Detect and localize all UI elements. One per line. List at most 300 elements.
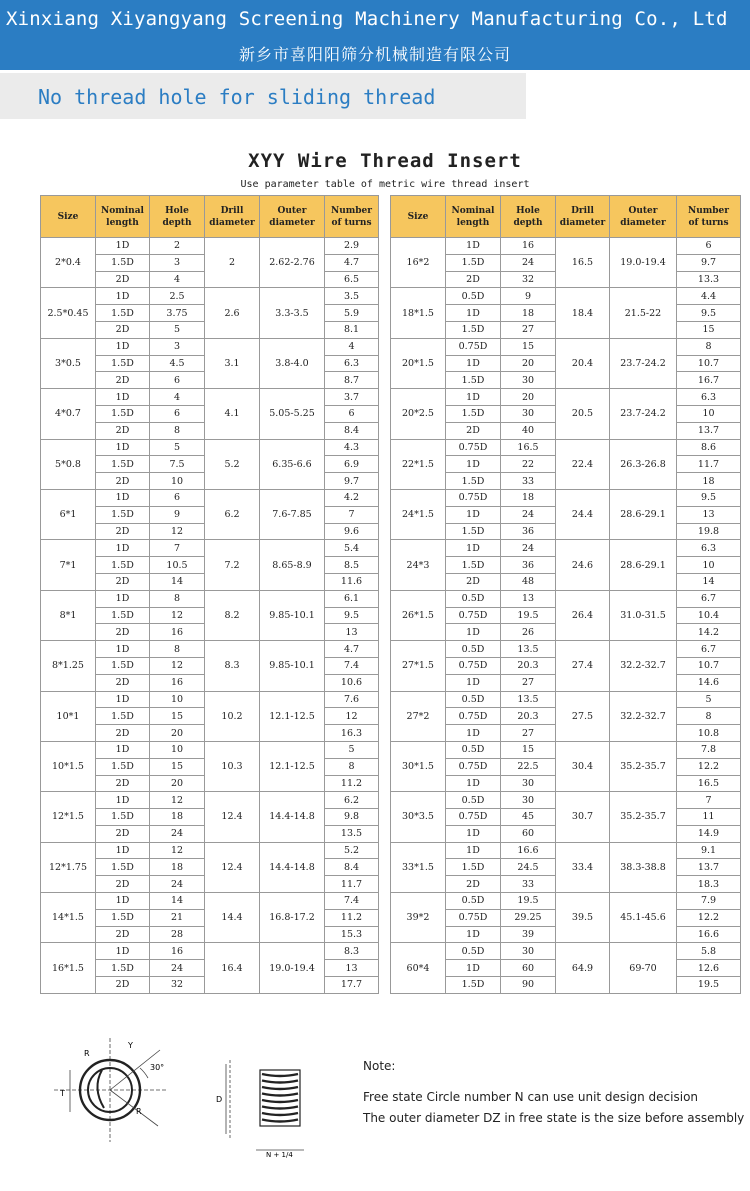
coil-turn (262, 1087, 298, 1089)
hole-depth-cell: 2 (150, 238, 205, 255)
nominal-length-cell: 0.75D (446, 909, 501, 926)
nominal-length-cell: 1D (446, 238, 501, 255)
table-row (41, 238, 379, 255)
outer-diameter-cell: 7.6-7.85 (260, 489, 325, 539)
hole-depth-cell: 30 (501, 943, 556, 960)
number-of-turns-cell: 6.7 (677, 641, 741, 658)
outer-diameter-cell: 3.3-3.5 (260, 288, 325, 338)
drill-diameter-cell: 8.2 (205, 590, 260, 640)
hole-depth-cell: 15 (501, 741, 556, 758)
number-of-turns-cell: 3.7 (325, 389, 379, 406)
coil-turn (262, 1100, 298, 1102)
outer-diameter-cell: 21.5-22 (610, 288, 677, 338)
drill-diameter-cell: 8.3 (205, 641, 260, 691)
number-of-turns-cell: 14.6 (677, 674, 741, 691)
number-of-turns-cell: 9.5 (325, 607, 379, 624)
number-of-turns-cell: 9.8 (325, 809, 379, 826)
number-of-turns-cell: 4.4 (677, 288, 741, 305)
nominal-length-cell: 1D (96, 439, 150, 456)
number-of-turns-cell: 2.9 (325, 238, 379, 255)
nominal-length-cell: 0.75D (446, 758, 501, 775)
number-of-turns-cell: 13 (677, 506, 741, 523)
hole-depth-cell: 12 (150, 792, 205, 809)
nominal-length-cell: 0.5D (446, 943, 501, 960)
nominal-length-cell: 2D (96, 977, 150, 994)
nominal-length-cell: 1D (96, 489, 150, 506)
size-cell: 3*0.5 (41, 338, 96, 388)
number-of-turns-cell: 14.9 (677, 825, 741, 842)
hole-depth-cell: 16 (501, 238, 556, 255)
hole-depth-cell: 8 (150, 641, 205, 658)
nominal-length-cell: 1.5D (96, 758, 150, 775)
table-subtitle: Use parameter table of metric wire thread insert (240, 179, 530, 190)
table-row (391, 540, 741, 557)
number-of-turns-cell: 11.6 (325, 573, 379, 590)
number-of-turns-cell: 8.7 (325, 372, 379, 389)
header-drill-diameter: Drill diameter (556, 196, 610, 238)
size-cell: 12*1.5 (41, 792, 96, 842)
size-cell: 24*1.5 (391, 489, 446, 539)
size-cell: 2*0.4 (41, 238, 96, 288)
size-cell: 60*4 (391, 943, 446, 993)
nominal-length-cell: 0.75D (446, 809, 501, 826)
hole-depth-cell: 36 (501, 557, 556, 574)
outer-diameter-cell: 8.65-8.9 (260, 540, 325, 590)
hole-depth-cell: 48 (501, 573, 556, 590)
drill-diameter-cell: 24.4 (556, 489, 610, 539)
table-row (41, 741, 379, 758)
nominal-length-cell: 1D (446, 305, 501, 322)
nominal-length-cell: 0.75D (446, 708, 501, 725)
table-row (41, 641, 379, 658)
drill-diameter-cell: 64.9 (556, 943, 610, 993)
table-row (41, 338, 379, 355)
hole-depth-cell: 33 (501, 876, 556, 893)
number-of-turns-cell: 16.7 (677, 372, 741, 389)
table-row (391, 691, 741, 708)
hole-depth-cell: 45 (501, 809, 556, 826)
number-of-turns-cell: 15.3 (325, 926, 379, 943)
hole-depth-cell: 13 (501, 590, 556, 607)
number-of-turns-cell: 8.1 (325, 321, 379, 338)
drill-diameter-cell: 3.1 (205, 338, 260, 388)
drill-diameter-cell: 30.4 (556, 741, 610, 791)
nominal-length-cell: 1D (96, 792, 150, 809)
table-title: XYY Wire Thread Insert (248, 150, 522, 172)
nominal-length-cell: 2D (96, 422, 150, 439)
nominal-length-cell: 1D (446, 506, 501, 523)
number-of-turns-cell: 3.5 (325, 288, 379, 305)
nominal-length-cell: 0.5D (446, 691, 501, 708)
table-row (391, 590, 741, 607)
drill-diameter-cell: 10.3 (205, 741, 260, 791)
nominal-length-cell: 2D (96, 876, 150, 893)
company-name-en: Xinxiang Xiyangyang Screening Machinery Manufacturing Co., Ltd (6, 8, 728, 30)
hole-depth-cell: 16 (150, 674, 205, 691)
nominal-length-cell: 1D (96, 641, 150, 658)
hole-depth-cell: 24 (501, 540, 556, 557)
number-of-turns-cell: 12.6 (677, 960, 741, 977)
nominal-length-cell: 1D (96, 288, 150, 305)
outer-diameter-cell: 19.0-19.4 (610, 238, 677, 288)
number-of-turns-cell: 13.3 (677, 271, 741, 288)
nominal-length-cell: 0.5D (446, 792, 501, 809)
number-of-turns-cell: 4 (325, 338, 379, 355)
nominal-length-cell: 1.5D (446, 254, 501, 271)
hole-depth-cell: 20 (150, 775, 205, 792)
table-row (391, 338, 741, 355)
nominal-length-cell: 1D (446, 960, 501, 977)
hole-depth-cell: 20.3 (501, 657, 556, 674)
hole-depth-cell: 2.5 (150, 288, 205, 305)
number-of-turns-cell: 9.5 (677, 489, 741, 506)
nominal-length-cell: 2D (96, 271, 150, 288)
outer-diameter-cell: 14.4-14.8 (260, 842, 325, 892)
hole-depth-cell: 5 (150, 321, 205, 338)
hole-depth-cell: 20 (150, 725, 205, 742)
number-of-turns-cell: 5.2 (325, 842, 379, 859)
outer-diameter-cell: 32.2-32.7 (610, 641, 677, 691)
nominal-length-cell: 2D (96, 473, 150, 490)
nominal-length-cell: 1D (446, 624, 501, 641)
size-cell: 6*1 (41, 489, 96, 539)
size-cell: 12*1.75 (41, 842, 96, 892)
number-of-turns-cell: 16.3 (325, 725, 379, 742)
nominal-length-cell: 1.5D (446, 557, 501, 574)
nominal-length-cell: 1.5D (446, 321, 501, 338)
table-row (41, 893, 379, 910)
nominal-length-cell: 2D (446, 271, 501, 288)
number-of-turns-cell: 7.6 (325, 691, 379, 708)
number-of-turns-cell: 4.7 (325, 254, 379, 271)
nominal-length-cell: 2D (446, 573, 501, 590)
nominal-length-cell: 0.75D (446, 439, 501, 456)
hole-depth-cell: 15 (501, 338, 556, 355)
number-of-turns-cell: 11.7 (677, 456, 741, 473)
hole-depth-cell: 60 (501, 825, 556, 842)
hole-depth-cell: 27 (501, 725, 556, 742)
hole-depth-cell: 18 (150, 859, 205, 876)
outer-diameter-cell: 16.8-17.2 (260, 893, 325, 943)
drill-diameter-cell: 7.2 (205, 540, 260, 590)
nominal-length-cell: 1D (446, 825, 501, 842)
header-outer-diameter: Outer diameter (610, 196, 677, 238)
outer-diameter-cell: 38.3-38.8 (610, 842, 677, 892)
d-label: D (216, 1095, 223, 1104)
number-of-turns-cell: 10 (677, 405, 741, 422)
hole-depth-cell: 8 (150, 590, 205, 607)
hole-depth-cell: 30 (501, 775, 556, 792)
nominal-length-cell: 0.5D (446, 741, 501, 758)
outer-diameter-cell: 14.4-14.8 (260, 792, 325, 842)
drill-diameter-cell: 4.1 (205, 389, 260, 439)
nominal-length-cell: 0.75D (446, 607, 501, 624)
number-of-turns-cell: 7.4 (325, 657, 379, 674)
header-outer-diameter: Outer diameter (260, 196, 325, 238)
number-of-turns-cell: 5 (677, 691, 741, 708)
outer-diameter-cell: 69-70 (610, 943, 677, 993)
nominal-length-cell: 2D (96, 321, 150, 338)
drill-diameter-cell: 6.2 (205, 489, 260, 539)
hole-depth-cell: 30 (501, 792, 556, 809)
number-of-turns-cell: 14.2 (677, 624, 741, 641)
size-cell: 39*2 (391, 893, 446, 943)
nominal-length-cell: 2D (96, 725, 150, 742)
nominal-length-cell: 1.5D (446, 473, 501, 490)
drill-diameter-cell: 16.4 (205, 943, 260, 993)
hole-depth-cell: 3 (150, 254, 205, 271)
nominal-length-cell: 1D (96, 741, 150, 758)
table-row (41, 439, 379, 456)
number-of-turns-cell: 18.3 (677, 876, 741, 893)
note-line-2: The outer diameter DZ in free state is the size before assembly (363, 1111, 745, 1125)
outer-diameter-cell: 2.62-2.76 (260, 238, 325, 288)
company-header (0, 0, 750, 70)
number-of-turns-cell: 7.9 (677, 893, 741, 910)
header-size: Size (391, 196, 446, 238)
table-row (391, 792, 741, 809)
number-of-turns-cell: 9.1 (677, 842, 741, 859)
nominal-length-cell: 0.5D (446, 288, 501, 305)
size-cell: 10*1.5 (41, 741, 96, 791)
nominal-length-cell: 2D (96, 573, 150, 590)
hole-depth-cell: 9 (150, 506, 205, 523)
hole-depth-cell: 16 (150, 624, 205, 641)
hole-depth-cell: 9 (501, 288, 556, 305)
number-of-turns-cell: 18 (677, 473, 741, 490)
drill-diameter-cell: 27.5 (556, 691, 610, 741)
number-of-turns-cell: 8.4 (325, 422, 379, 439)
outer-diameter-cell: 12.1-12.5 (260, 741, 325, 791)
coil-turn (262, 1120, 298, 1122)
number-of-turns-cell: 6.3 (325, 355, 379, 372)
note-line-1: Free state Circle number N can use unit design decision (363, 1090, 699, 1104)
hole-depth-cell: 40 (501, 422, 556, 439)
number-of-turns-cell: 8 (677, 708, 741, 725)
nominal-length-cell: 1D (446, 456, 501, 473)
hole-depth-cell: 22.5 (501, 758, 556, 775)
nominal-length-cell: 1D (446, 355, 501, 372)
nominal-length-cell: 1D (96, 338, 150, 355)
nominal-length-cell: 2D (96, 523, 150, 540)
number-of-turns-cell: 10.7 (677, 355, 741, 372)
number-of-turns-cell: 8.6 (677, 439, 741, 456)
hole-depth-cell: 7.5 (150, 456, 205, 473)
nominal-length-cell: 2D (96, 624, 150, 641)
hole-depth-cell: 27 (501, 321, 556, 338)
table-row (391, 641, 741, 658)
outer-diameter-cell: 19.0-19.4 (260, 943, 325, 993)
nominal-length-cell: 1D (96, 893, 150, 910)
table-row (391, 288, 741, 305)
number-of-turns-cell: 16.6 (677, 926, 741, 943)
size-cell: 24*3 (391, 540, 446, 590)
number-of-turns-cell: 10.4 (677, 607, 741, 624)
nominal-length-cell: 1.5D (96, 657, 150, 674)
hole-depth-cell: 24 (150, 960, 205, 977)
table-row (41, 842, 379, 859)
hole-depth-cell: 10 (150, 741, 205, 758)
number-of-turns-cell: 6.7 (677, 590, 741, 607)
nominal-length-cell: 1.5D (96, 708, 150, 725)
header-number-of-turns: Number of turns (677, 196, 741, 238)
number-of-turns-cell: 6.5 (325, 271, 379, 288)
nominal-length-cell: 0.75D (446, 489, 501, 506)
size-cell: 7*1 (41, 540, 96, 590)
y-label: Y (128, 1041, 133, 1050)
number-of-turns-cell: 10.6 (325, 674, 379, 691)
size-cell: 2.5*0.45 (41, 288, 96, 338)
hole-depth-cell: 18 (501, 305, 556, 322)
nominal-length-cell: 2D (446, 422, 501, 439)
number-of-turns-cell: 8 (325, 758, 379, 775)
outer-diameter-cell: 32.2-32.7 (610, 691, 677, 741)
drill-diameter-cell: 10.2 (205, 691, 260, 741)
nominal-length-cell: 1.5D (96, 909, 150, 926)
nominal-length-cell: 1D (96, 691, 150, 708)
nominal-length-cell: 1.5D (96, 557, 150, 574)
drill-diameter-cell: 18.4 (556, 288, 610, 338)
hole-depth-cell: 14 (150, 893, 205, 910)
hole-depth-cell: 12 (150, 523, 205, 540)
table-row (391, 741, 741, 758)
hole-depth-cell: 32 (501, 271, 556, 288)
table-row (41, 943, 379, 960)
drill-diameter-cell: 26.4 (556, 590, 610, 640)
size-cell: 26*1.5 (391, 590, 446, 640)
hole-depth-cell: 14 (150, 573, 205, 590)
outer-diameter-cell: 28.6-29.1 (610, 540, 677, 590)
drill-diameter-cell: 39.5 (556, 893, 610, 943)
table-row (41, 590, 379, 607)
size-cell: 18*1.5 (391, 288, 446, 338)
hole-depth-cell: 6 (150, 405, 205, 422)
nominal-length-cell: 2D (96, 775, 150, 792)
table-row (391, 489, 741, 506)
nominal-length-cell: 2D (96, 674, 150, 691)
outer-diameter-cell: 35.2-35.7 (610, 741, 677, 791)
hole-depth-cell: 13.5 (501, 641, 556, 658)
hole-depth-cell: 12 (150, 657, 205, 674)
nominal-length-cell: 1.5D (96, 607, 150, 624)
nominal-length-cell: 1D (446, 842, 501, 859)
number-of-turns-cell: 4.2 (325, 489, 379, 506)
hole-depth-cell: 27 (501, 674, 556, 691)
number-of-turns-cell: 19.5 (677, 977, 741, 994)
cross-section-diagram (54, 1038, 166, 1142)
number-of-turns-cell: 6 (325, 405, 379, 422)
hole-depth-cell: 12 (150, 842, 205, 859)
hole-depth-cell: 13.5 (501, 691, 556, 708)
hole-depth-cell: 15 (150, 758, 205, 775)
nominal-length-cell: 2D (96, 825, 150, 842)
nominal-length-cell: 1D (446, 926, 501, 943)
coil-turn (262, 1107, 298, 1109)
coil-side-diagram (216, 1060, 304, 1159)
number-of-turns-cell: 6.9 (325, 456, 379, 473)
size-cell: 20*2.5 (391, 389, 446, 439)
number-of-turns-cell: 7 (677, 792, 741, 809)
hole-depth-cell: 29.25 (501, 909, 556, 926)
number-of-turns-cell: 7 (325, 506, 379, 523)
outer-diameter-cell: 31.0-31.5 (610, 590, 677, 640)
number-of-turns-cell: 12 (325, 708, 379, 725)
hole-depth-cell: 24 (501, 506, 556, 523)
drill-diameter-cell: 33.4 (556, 842, 610, 892)
hole-depth-cell: 32 (150, 977, 205, 994)
number-of-turns-cell: 6.1 (325, 590, 379, 607)
nominal-length-cell: 1.5D (96, 355, 150, 372)
table-row (391, 943, 741, 960)
hole-depth-cell: 6 (150, 372, 205, 389)
company-name-cn: 新乡市喜阳阳筛分机械制造有限公司 (238, 45, 511, 64)
number-of-turns-cell: 19.8 (677, 523, 741, 540)
nominal-length-cell: 1.5D (96, 305, 150, 322)
outer-diameter-cell: 23.7-24.2 (610, 389, 677, 439)
outer-diameter-cell: 9.85-10.1 (260, 590, 325, 640)
r-label: R (84, 1049, 90, 1058)
number-of-turns-cell: 8 (677, 338, 741, 355)
drill-diameter-cell: 20.4 (556, 338, 610, 388)
number-of-turns-cell: 7.8 (677, 741, 741, 758)
size-cell: 5*0.8 (41, 439, 96, 489)
nominal-length-cell: 1.5D (446, 523, 501, 540)
table-row (41, 691, 379, 708)
note-title: Note: (363, 1059, 396, 1073)
spec-table-left (40, 195, 379, 994)
nominal-length-cell: 0.5D (446, 893, 501, 910)
size-cell: 16*2 (391, 238, 446, 288)
hole-depth-cell: 39 (501, 926, 556, 943)
hole-depth-cell: 20.3 (501, 708, 556, 725)
hole-depth-cell: 21 (150, 909, 205, 926)
number-of-turns-cell: 11.7 (325, 876, 379, 893)
hole-depth-cell: 19.5 (501, 893, 556, 910)
drill-diameter-cell: 20.5 (556, 389, 610, 439)
hole-depth-cell: 33 (501, 473, 556, 490)
coil-turn (262, 1113, 298, 1115)
size-cell: 16*1.5 (41, 943, 96, 993)
nominal-length-cell: 1.5D (96, 506, 150, 523)
header-nominal-length: Nominal length (446, 196, 501, 238)
drill-diameter-cell: 30.7 (556, 792, 610, 842)
table-row (391, 439, 741, 456)
table-row (391, 389, 741, 406)
size-cell: 30*3.5 (391, 792, 446, 842)
number-of-turns-cell: 13.7 (677, 422, 741, 439)
drill-diameter-cell: 2.6 (205, 288, 260, 338)
nominal-length-cell: 1D (96, 842, 150, 859)
size-cell: 27*1.5 (391, 641, 446, 691)
outer-diameter-cell: 12.1-12.5 (260, 691, 325, 741)
hole-depth-cell: 20 (501, 389, 556, 406)
number-of-turns-cell: 9.5 (677, 305, 741, 322)
number-of-turns-cell: 17.7 (325, 977, 379, 994)
nominal-length-cell: 1.5D (96, 809, 150, 826)
hole-depth-cell: 4 (150, 271, 205, 288)
nominal-length-cell: 1D (96, 590, 150, 607)
hole-depth-cell: 22 (501, 456, 556, 473)
number-of-turns-cell: 8.3 (325, 943, 379, 960)
table-row (41, 288, 379, 305)
number-of-turns-cell: 9.7 (325, 473, 379, 490)
nominal-length-cell: 1D (446, 540, 501, 557)
number-of-turns-cell: 11.2 (325, 775, 379, 792)
hole-depth-cell: 18 (150, 809, 205, 826)
nominal-length-cell: 2D (96, 372, 150, 389)
number-of-turns-cell: 16.5 (677, 775, 741, 792)
nominal-length-cell: 1D (96, 389, 150, 406)
